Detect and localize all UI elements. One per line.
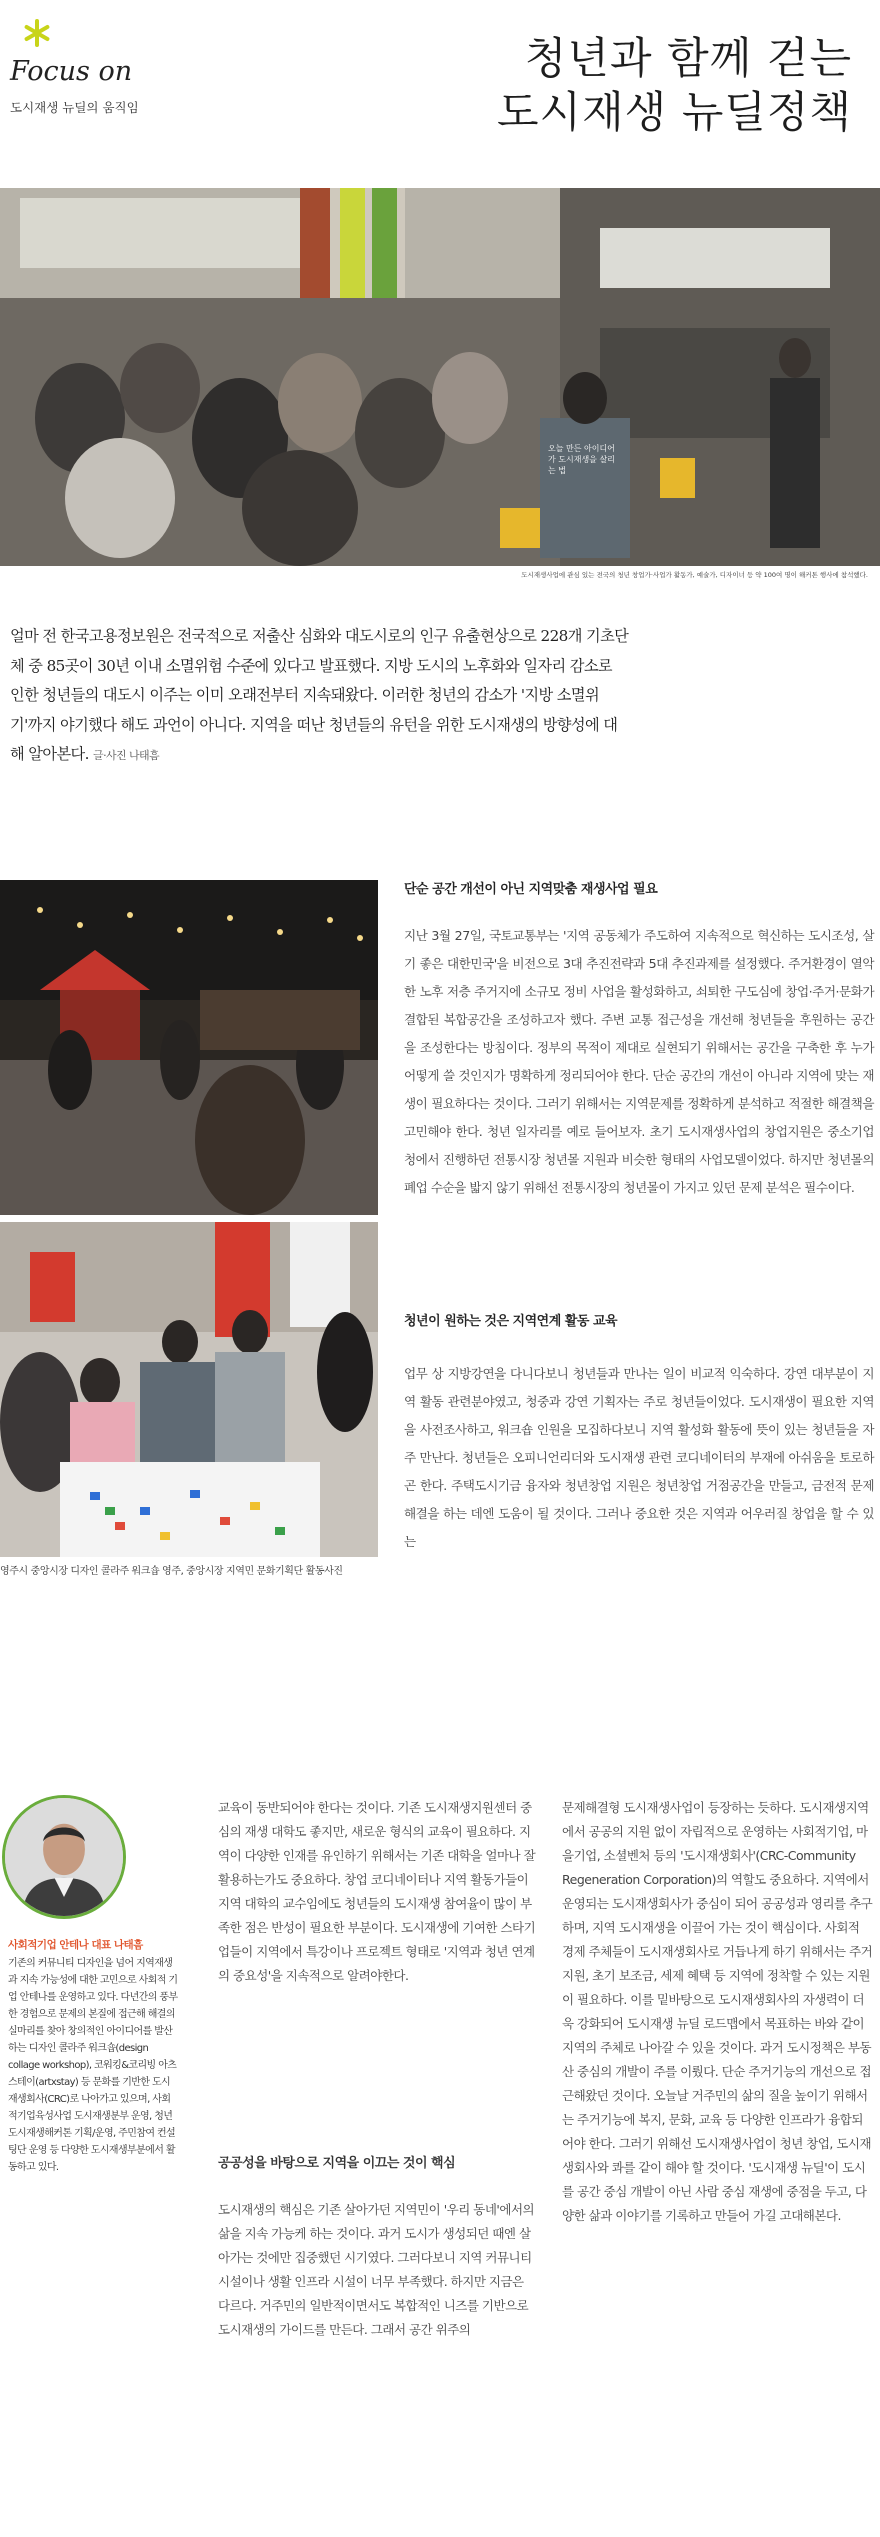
section1-body: 지난 3월 27일, 국토교통부는 '지역 공동체가 주도하여 지속적으로 혁신하는 도시조성, 살기 좋은 대한민국'을 비전으로 3대 추진전략과 5대 추진과제를 설정했다. 주거환경이 열악한 노후 저층 주거지에 소규모 정비 사업을 활성화하고, 쇠퇴한 구도심에 창업·주거·문화가 결합된 복합공간을 조성하고자 했다. 주변 교통 접근성을 개선해 청년들을 후원하는 공간을 조성한다는 방침이다. 정부의 목적이 제대로 실현되기 위해서는 공간을 구축한 후 누가 어떻게 쓸 것인지가 명확하게 정리되어야 한다. 단순 공간의 개선이 아니라 지역에 맞는 재생이 필요하다는 것이다. 그러기 위해서는 지역문제를 정확하게 분석하고 적절한 해결책을 고민해야 한다. 청년 일자리를 예로 들어보자. 초기 도시재생사업의 창업지원은 중소기업청에서 진행하던 전통시장 청년몰 지원과 비슷한 형태의 사업모델이었다. 하지만 청년몰의 폐업 수순을 밟지 않기 위해선 전통시장의 청년몰이 가지고 있던 문제 분석은 필수이다. — [404, 928, 874, 1195]
hero-photo — [0, 188, 880, 566]
section2-body: 업무 상 지방강연을 다니다보니 청년들과 만나는 일이 비교적 익숙하다. 강연 대부분이 지역 활동 관련분야였고, 청중과 강연 기획자는 주로 청년들이었다. 도시재생이 필요한 지역을 사전조사하고, 워크숍 인원을 모집하다보니 지역 활성화 활동에 뜻이 있는 청년들을 자주 만난다. 청년들은 오피니언리더와 도시재생 관련 코디네이터의 부재에 아쉬움을 토로하곤 한다. 주택도시기금 융자와 청년창업 지원은 청년창업 거점공간을 만들고, 금전적 문제 해결을 하는 데엔 도움이 될 것이다. 그러나 중요한 것은 지역과 어우러질 창업을 할 수 있는 — [404, 1366, 874, 1549]
col3-text: 문제해결형 도시재생사업이 등장하는 듯하다. 도시재생지역에서 공공의 지원 없이 자립적으로 운영하는 사회적기업, 마을기업, 소셜벤처 등의 '도시재생회사'(CRC-Community Regeneration Corporation)의 역할도 중요하다. 지역에서 운영되는 도시재생회사가 중심이 되어 공공성과 영리를 추구하며, 지역 도시재생을 이끌어 가는 것이 핵심이다. 사회적 경제 주체들이 도시재생회사로 거듭나게 하기 위해서는 주거 지원, 초기 보조금, 세제 혜택 등 지역에 정착할 수 있는 지원이 필요하다. 이를 밑바탕으로 도시재생회사의 자생력이 더욱 강화되어 도시재생 뉴딜 로드맵에서 목표하는 바와 같이 지역의 주체로 나아갈 수 있을 것이다. 과거 도시정책은 부동산 중심의 개발이 주를 이뤘다. 단순 주거기능의 개선으로 접근해왔던 것이다. 오늘날 거주민의 삶의 질을 높이기 위해서는 주거기능에 복지, 문화, 교육 등 다양한 인프라가 융합되어야 한다. 그러기 위해선 도시재생사업이 청년 창업, 도시재생회사와 콰를 같이 해야 할 것이다. '도시재생 뉴딜'이 도시를 공간 중심 개발이 아닌 사람 중심 재생에 중점을 두고, 다양한 삶과 이야기를 기록하고 만들어 가길 고대해본다. — [562, 1800, 873, 2223]
author-name: 사회적기업 안테나 대표 나태흠 — [8, 1939, 143, 1951]
section-subtitle: 도시재생 뉴딜의 움직임 — [10, 100, 139, 115]
workshop-photo-bottom — [0, 1222, 378, 1557]
byline-label: 글·사진 — [93, 749, 127, 762]
lead-text: 얼마 전 한국고용정보원은 전국적으로 저출산 심화와 대도시로의 인구 유출현상으로 228개 기초단체 중 85곳이 30년 이내 소멸위험 수준에 있다고 발표했다. 지방 도시의 노후화와 일자리 감소로 인한 청년들의 대도시 이주는 이미 오래전부터 지속돼왔다. 이러한 청년의 감소가 '지방 소멸위기'까지 야기했다 해도 과언이 아니다. 지역을 떠난 청년들의 유턴을 위한 도시재생의 방향성에 대해 알아본다. — [10, 627, 629, 763]
byline — [93, 749, 159, 762]
lead-paragraph — [10, 622, 630, 771]
section-label: Focus on — [10, 56, 133, 87]
page-title — [497, 32, 852, 140]
hero-caption: 도시재생사업에 관심 있는 전국의 청년 창업가·사업가 활동가, 예술가, 디자이너 등 약 100여 명이 해커톤 행사에 참석했다. — [521, 571, 868, 579]
asterisk-icon — [22, 18, 52, 48]
workshop-photo-top — [0, 880, 378, 1215]
author-avatar — [2, 1795, 126, 1919]
col2-heading: 공공성을 바탕으로 지역을 이끄는 것이 핵심 — [218, 2156, 456, 2171]
page-title-line-2: 도시재생 뉴딜정책 — [497, 88, 852, 138]
byline-name: 나태흠 — [128, 749, 160, 762]
col2-paragraph-1: 교육이 동반되어야 한다는 것이다. 기존 도시재생지원센터 중심의 재생 대학도 좋지만, 새로운 형식의 교육이 필요하다. 지역이 다양한 인재를 유인하기 위해서는 기존 대학을 얼마나 잘 활용하는가도 중요하다. 창업 코디네이터나 지역 활동가들이 지역 대학의 교수임에도 청년들의 도시재생 참여율이 많이 부족한 점은 반성이 필요한 부분이다. 도시재생에 기여한 스타기업들이 지역에서 특강이나 프로젝트 형태로 '지역과 청년 연계의 중요성'을 지속적으로 알려야한다. — [218, 1800, 536, 1983]
author-bio: 기존의 커뮤니티 디자인을 넘어 지역재생과 지속 가능성에 대한 고민으로 사회적 기업 안테나를 운영하고 있다. 다년간의 풍부한 경험으로 문제의 본질에 접근해 해결의 실마리를 찾아 창의적인 아이디어를 발산하는 디자인 콜라주 워크숍(design collage workshop), 코워킹&코리빙 아츠스테이(artxstay) 등 문화를 기반한 도시재생회사(CRC)로 나아가고 있으며, 사회적기업육성사업 도시재생분부 운영, 청년도시재생해커톤 기획/운영, 주민참여 컨설팅단 운영 등 다양한 도시재생부분에서 활동하고 있다. — [8, 1958, 178, 2173]
col2-paragraph-2: 도시재생의 핵심은 기존 살아가던 지역민이 '우리 동네'에서의 삶을 지속 가능케 하는 것이다. 과거 도시가 생성되던 때엔 살아가는 것에만 집중했던 시기였다. 그러다보니 지역 커뮤니티 시설이나 생활 인프라 시설이 너무 부족했다. 하지만 지금은 다르다. 거주민의 일반적이면서도 복합적인 니즈를 기반으로 도시재생의 가이드를 만든다. 그래서 공간 위주의 — [218, 2202, 535, 2337]
photo-caption: 영주시 중앙시장 디자인 콜라주 워크숍 영주, 중앙시장 지역민 문화기획단 활동사진 — [0, 1566, 343, 1577]
section2-heading: 청년이 원하는 것은 지역연계 활동 교육 — [404, 1314, 618, 1329]
vest-text: 오늘 만든 아이디어가 도시재생을 살리는 법 — [548, 444, 615, 475]
page-title-line-1: 청년과 함께 걷는 — [524, 34, 852, 84]
section1-heading: 단순 공간 개선이 아닌 지역맞춤 재생사업 필요 — [404, 882, 658, 897]
